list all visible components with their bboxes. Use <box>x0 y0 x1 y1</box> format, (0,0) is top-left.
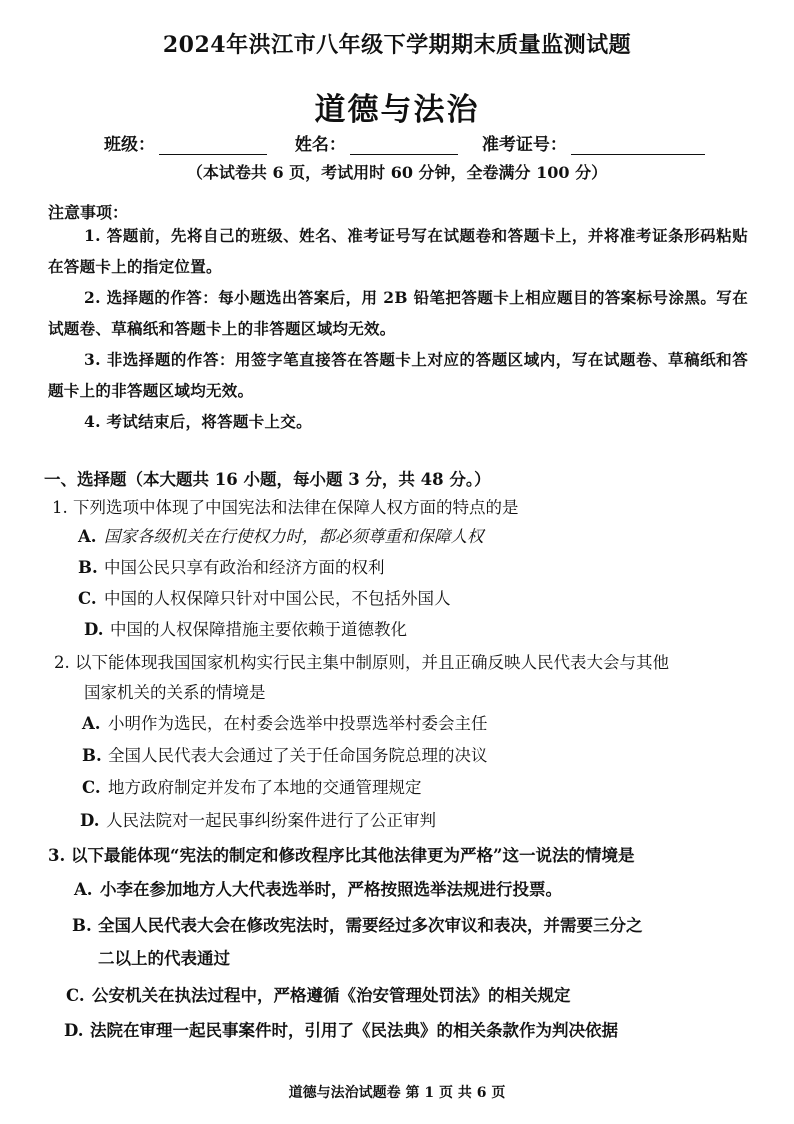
exam-id-field <box>482 130 705 155</box>
option-b <box>78 552 385 583</box>
option-d <box>84 614 407 645</box>
question-text: 国家机关的关系的情境是 <box>84 683 266 702</box>
note-item: 1. 答题前，先将自己的班级、姓名、准考证号写在试题卷和答题卡上，并将准考证条形码粘贴在答题卡上的指定位置。 <box>48 226 748 276</box>
question-number: 1. <box>52 498 68 517</box>
exam-title: 2024年洪江市八年级下学期期末质量监测试题 <box>162 32 632 58</box>
option-text: 中国的人权保障只针对中国公民，不包括外国人 <box>104 589 451 608</box>
option-d <box>80 805 436 836</box>
option-text: 全国人民代表大会通过了关于任命国务院总理的决议 <box>108 746 488 765</box>
page-footer: 道德与法治试题卷 第 1 页 共 6 页 <box>288 1085 506 1101</box>
option-letter: C. <box>78 589 97 608</box>
option-c <box>66 980 571 1011</box>
option-b <box>72 910 643 941</box>
option-c <box>78 583 451 614</box>
option-text: 小明作为选民，在村委会选举中投票选举村委会主任 <box>108 714 488 733</box>
name-blank[interactable] <box>350 140 458 155</box>
question-text: 以下能体现我国国家机构实行民主集中制原则，并且正确反映人民代表大会与其他 <box>75 653 669 672</box>
class-field <box>104 130 267 155</box>
note-item: 4. 考试结束后，将答题卡上交。 <box>84 412 312 431</box>
option-a <box>82 708 488 739</box>
question-text: 以下最能体现“宪法的制定和修改程序比其他法律更为严格”这一说法的情境是 <box>70 846 635 865</box>
option-letter: A. <box>74 880 93 899</box>
question-2-stem-cont <box>84 677 266 708</box>
option-letter: D. <box>80 811 100 830</box>
option-b-cont <box>98 943 230 974</box>
option-letter: B. <box>72 916 92 935</box>
exam-id-blank[interactable] <box>571 140 705 155</box>
note-item: 3. 非选择题的作答：用签字笔直接答在答题卡上对应的答题区域内，写在试题卷、草稿纸和答题卡上的非答题区域均无效。 <box>48 350 748 400</box>
option-d <box>64 1015 618 1046</box>
option-a <box>78 521 484 552</box>
option-text: 二以上的代表通过 <box>98 949 230 968</box>
option-text: 地方政府制定并发布了本地的交通管理规定 <box>108 778 422 797</box>
option-text: 人民法院对一起民事纠纷案件进行了公正审判 <box>106 811 436 830</box>
exam-info: （本试卷共 6 页，考试用时 60 分钟，全卷满分 100 分） <box>186 163 608 182</box>
option-letter: A. <box>82 714 101 733</box>
subject-title: 道德与法治 <box>314 92 480 128</box>
option-text: 小李在参加地方人大代表选举时，严格按照选举法规进行投票。 <box>100 880 562 899</box>
exam-id-label: 准考证号： <box>481 135 567 155</box>
name-field <box>295 130 458 155</box>
question-number: 3. <box>48 846 66 865</box>
question-1-stem <box>52 492 519 523</box>
option-text: 中国公民只享有政治和经济方面的权利 <box>104 558 385 577</box>
option-letter: D. <box>84 620 104 639</box>
question-text: 下列选项中体现了中国宪法和法律在保障人权方面的特点的是 <box>73 498 519 517</box>
option-text: 国家各级机关在行使权力时，都必须尊重和保障人权 <box>104 527 484 546</box>
option-text: 全国人民代表大会在修改宪法时，需要经过多次审议和表决，并需要三分之 <box>98 916 643 935</box>
option-letter: B. <box>82 746 102 765</box>
note-item: 2. 选择题的作答：每小题选出答案后，用 2B 铅笔把答题卡上相应题目的答案标号涂黑。写在试题卷、草稿纸和答题卡上的非答题区域均无效。 <box>48 288 748 338</box>
name-label: 姓名： <box>294 135 346 155</box>
student-info-fields <box>104 130 704 155</box>
notes-heading: 注意事项： <box>48 203 129 222</box>
option-letter: D. <box>64 1021 84 1040</box>
question-2-stem <box>54 647 669 678</box>
option-b <box>82 740 488 771</box>
class-label: 班级： <box>104 135 155 155</box>
section-heading: 一、选择题（本大题共 16 小题，每小题 3 分，共 48 分。） <box>44 470 491 489</box>
question-number: 2. <box>54 653 70 672</box>
option-text: 公安机关在执法过程中，严格遵循《治安管理处罚法》的相关规定 <box>92 986 571 1005</box>
option-letter: C. <box>82 778 101 797</box>
option-letter: B. <box>78 558 98 577</box>
option-a <box>74 874 562 905</box>
option-letter: A. <box>78 527 97 546</box>
option-c <box>82 772 422 803</box>
option-text: 中国的人权保障措施主要依赖于道德教化 <box>110 620 407 639</box>
option-text: 法院在审理一起民事案件时，引用了《民法典》的相关条款作为判决依据 <box>90 1021 618 1040</box>
class-blank[interactable] <box>159 140 267 155</box>
question-3-stem <box>48 840 634 871</box>
option-letter: C. <box>66 986 85 1005</box>
